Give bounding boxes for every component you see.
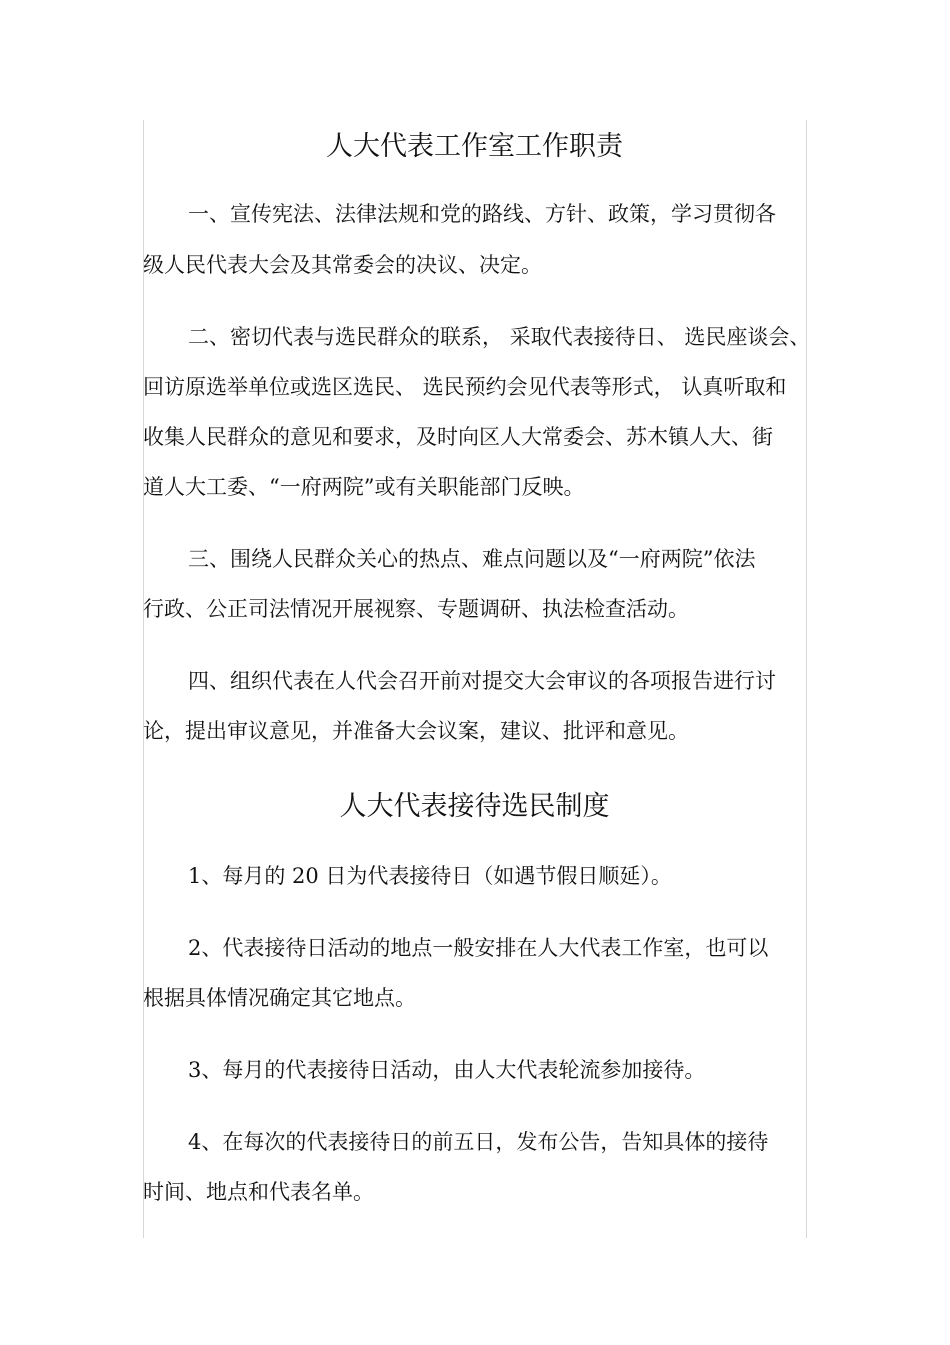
paragraph-line: 根据具体情况确定其它地点。 <box>143 986 416 1010</box>
paragraph-line: 收集人民群众的意见和要求，及时向区人大常委会、苏木镇人大、街 <box>143 425 773 449</box>
paragraph-line: 行政、公正司法情况开展视察、专题调研、执法检查活动。 <box>143 597 689 621</box>
paragraph-line: 论，提出审议意见，并准备大会议案，建议、批评和意见。 <box>143 719 689 743</box>
paragraph-line: 1、每月的 20 日为代表接待日（如遇节假日顺延）。 <box>188 864 672 888</box>
paragraph-line: 级人民代表大会及其常委会的决议、决定。 <box>143 253 542 277</box>
paragraph-line: 回访原选举单位或选区选民、 选民预约会见代表等形式， 认真听取和 <box>143 375 787 399</box>
paragraph-line: 四、组织代表在人代会召开前对提交大会审议的各项报告进行讨 <box>188 669 776 693</box>
paragraph-line: 道人大工委、“一府两院”或有关职能部门反映。 <box>143 475 585 499</box>
page-left-border <box>143 120 144 1238</box>
paragraph-line: 时间、地点和代表名单。 <box>143 1180 374 1204</box>
page-right-border <box>806 120 807 1238</box>
paragraph-line: 一、宣传宪法、法律法规和党的路线、方针、政策，学习贯彻各 <box>188 202 776 226</box>
paragraph-line: 3、每月的代表接待日活动，由人大代表轮流参加接待。 <box>188 1058 706 1082</box>
paragraph-line: 4、在每次的代表接待日的前五日，发布公告，告知具体的接待 <box>188 1130 769 1154</box>
paragraph-line: 2、代表接待日活动的地点一般安排在人大代表工作室，也可以 <box>188 936 769 960</box>
paragraph-line: 二、密切代表与选民群众的联系， 采取代表接待日、 选民座谈会、 <box>188 325 811 349</box>
paragraph-line: 三、围绕人民群众关心的热点、难点问题以及“一府两院”依法 <box>188 547 756 571</box>
section-title-duties: 人大代表工作室工作职责 <box>326 131 623 162</box>
section-title-reception: 人大代表接待选民制度 <box>339 791 610 822</box>
